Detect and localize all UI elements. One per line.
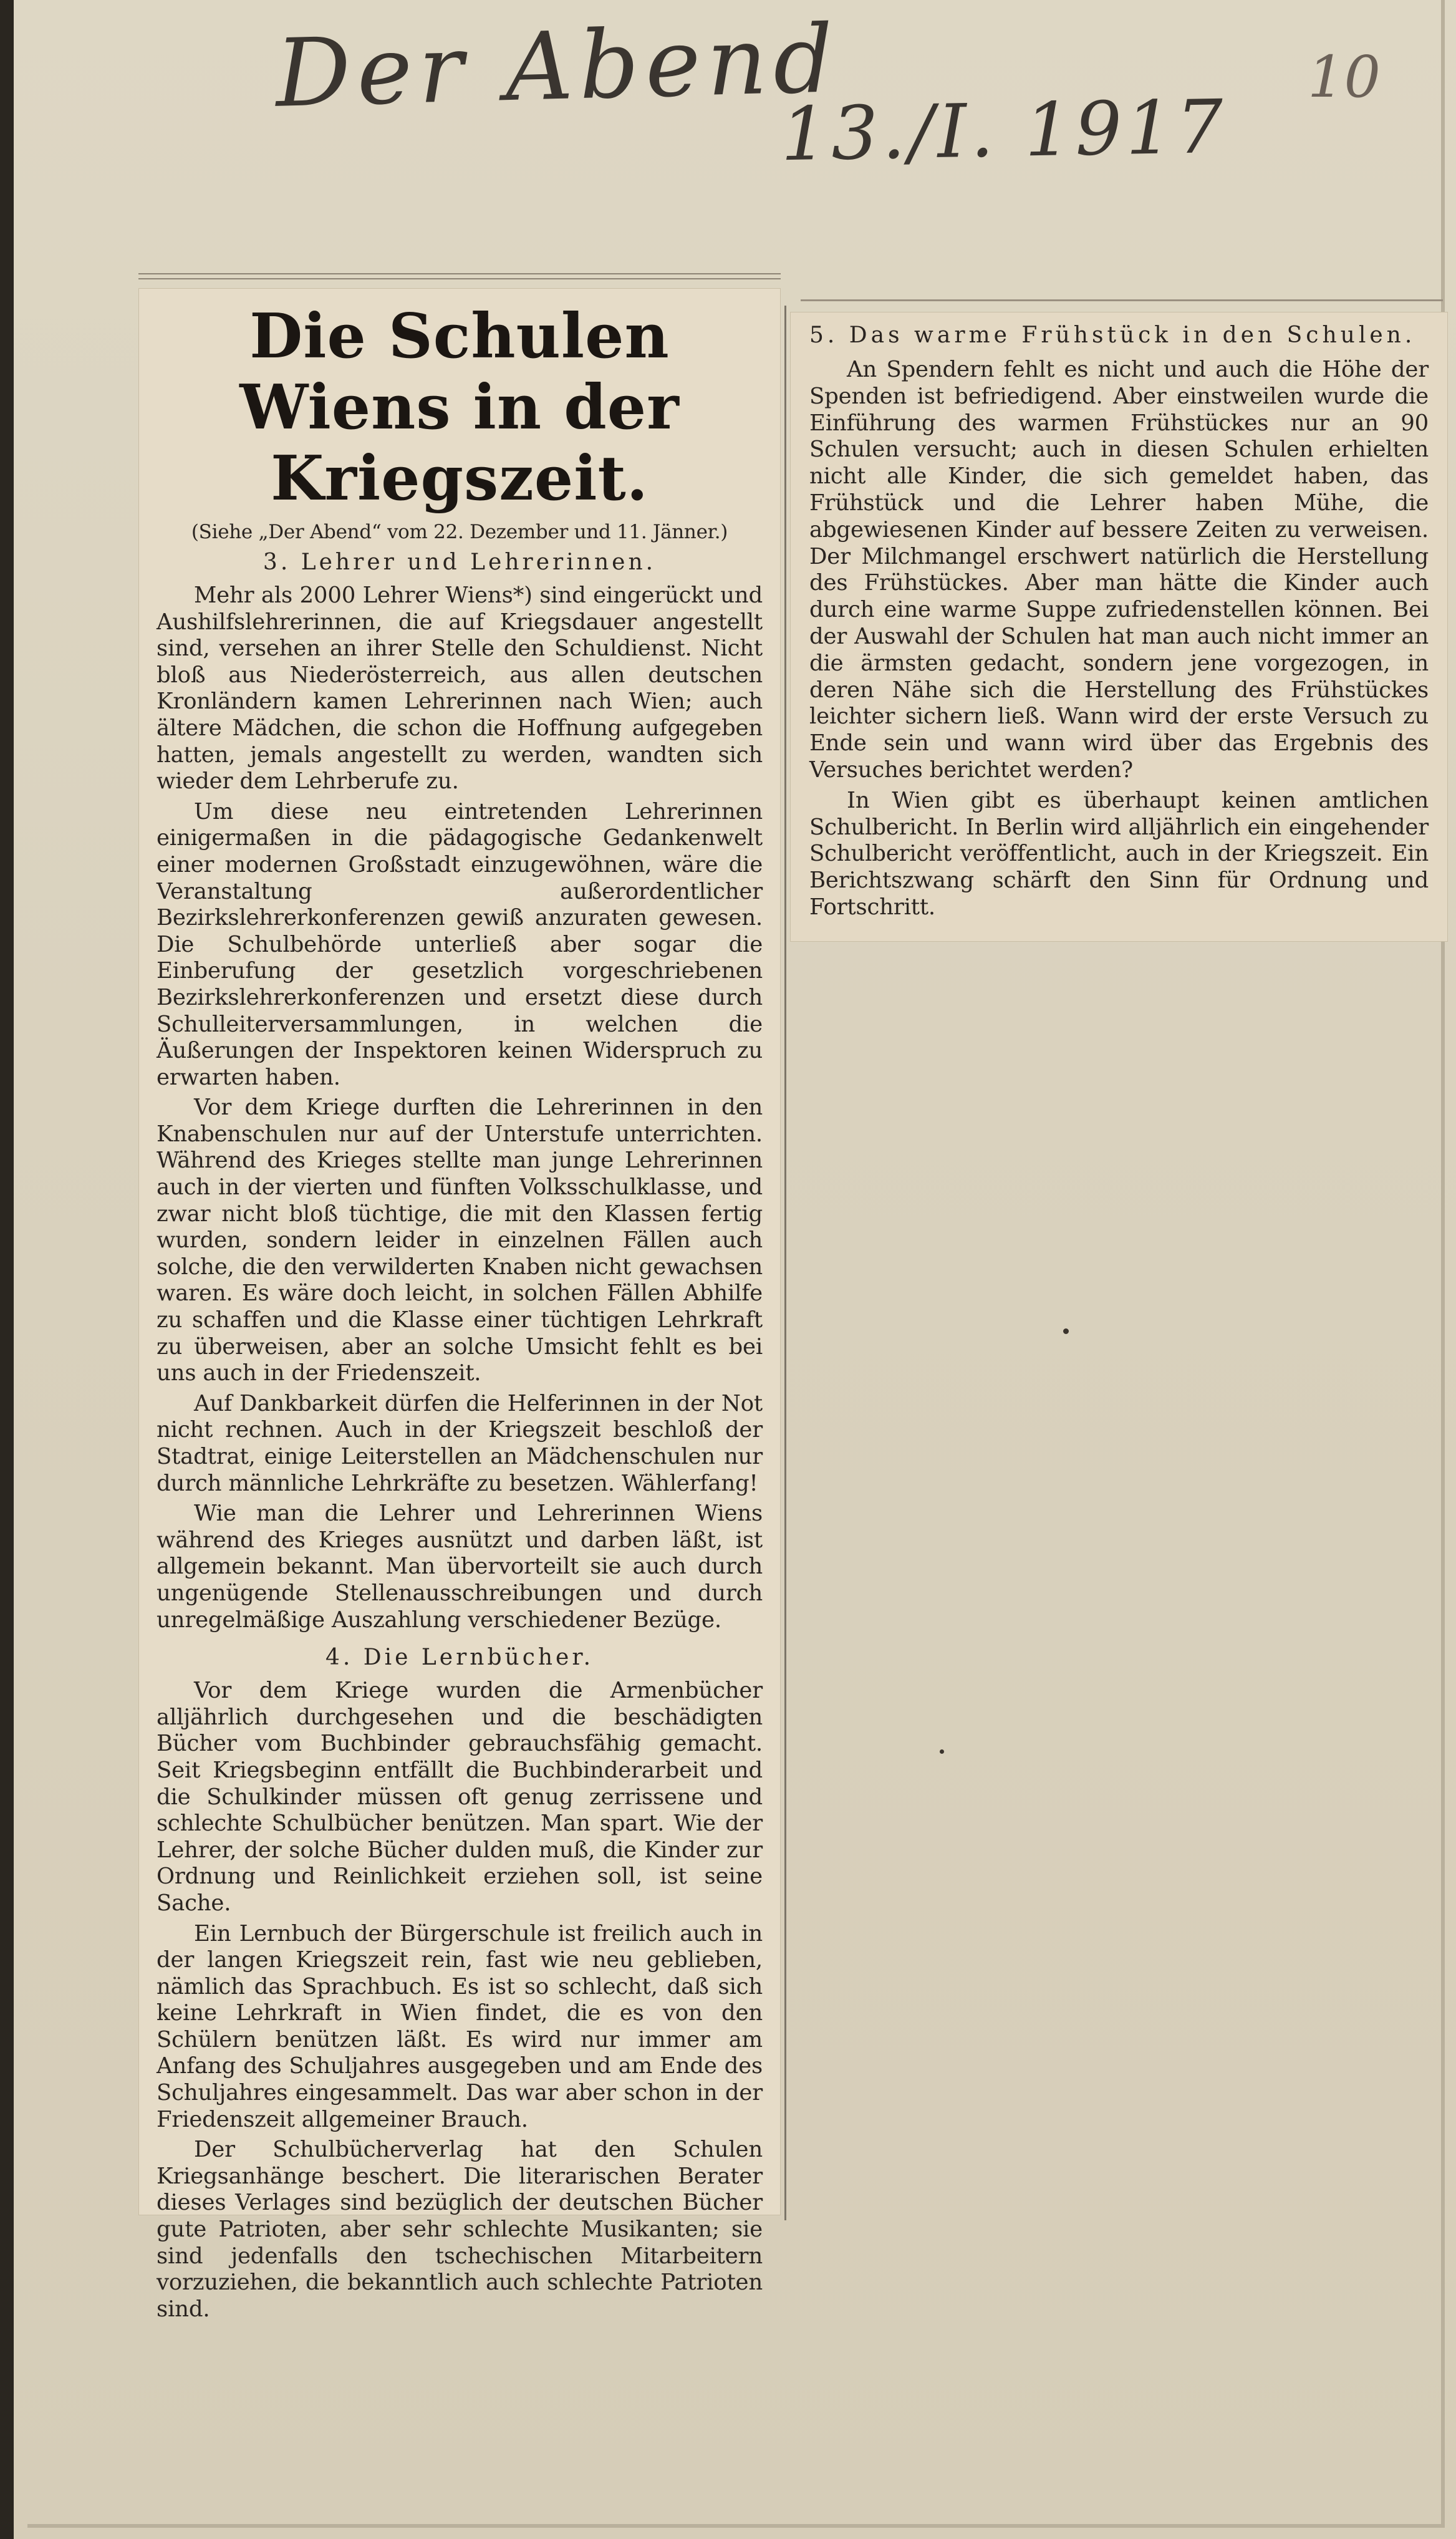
handwritten-publication: Der Abend [274,5,841,128]
paragraph: Wie man die Lehrer und Lehrerinnen Wiens während des Krieges ausnützt und darben läßt, ist allgemein bekannt. Man übervorteilt sie auch durch ungenügende Stellenausschreibungen und durch unregelmäßige Auszahlung verschiedener Bezüge. [157,1501,763,1633]
paragraph: Ein Lernbuch der Bürgerschule ist freilich auch in der langen Kriegszeit rein, fast wie neu geblieben, nämlich das Sprachbuch. Es ist so schlecht, daß sich keine Lehrkraft in Wien findet, die es von den Schülern benützen läßt. Es wird nur immer am Anfang des Schuljahres ausgegeben und am Ende des Schuljahres eingesammelt. Das war aber schon in der Friedenszeit allgemeiner Brauch. [157,1920,763,2132]
paragraph: Um diese neu eintretenden Lehrerinnen einigermaßen in die pädagogische Gedankenwelt einer modernen Großstadt einzugewöhnen, wäre die Veranstaltung außerordentlicher Bezirkslehrerkonferenzen gewiß anzuraten gewesen. Die Schulbehörde unterließ aber sogar die Einberufung der gesetzlich vorgeschriebenen Bezirkslehrerkonferenzen und ersetzt diese durch Schulleiterversammlungen, in welchen die Äußerungen der Inspektoren keinen Widerspruch zu erwarten haben. [157,798,763,1090]
paragraph: In Wien gibt es überhaupt keinen amtlichen Schulbericht. In Berlin wird alljährlich ein eingehender Schulbericht veröffentlicht, auch in der Kriegszeit. Ein Berichtszwang schärft den Sinn für Ordnung und Fortschritt. [809,787,1429,920]
paragraph: Auf Dankbarkeit dürfen die Helferinnen in der Not nicht rechnen. Auch in der Kriegszeit beschloß der Stadtrat, einige Leiterstellen an Mädchenschulen nur durch männliche Lehrkräfte zu besetzen. Wählerfang! [157,1390,763,1496]
section-4-heading: 4. Die Lernbücher. [325,1645,594,1671]
paragraph: Vor dem Kriege durften die Lehrerinnen in den Knabenschulen nur auf der Unterstufe unterrichten. Während des Krieges stellte man junge Lehrerinnen auch in der vierten und fünften Volksschulklasse, und zwar nicht bloß tüchtige, die mit den Klassen fertig wurden, sondern leider in einzelnen Fällen auch solche, die den verwilderten Knaben nicht gewachsen waren. Es wäre doch leicht, in solchen Fällen Abhilfe zu schaffen und die Klasse einer tüchtigen Lehrkraft zu überweisen, aber an solche Umsicht fehlt es bei uns auch in der Friedenszeit. [157,1095,763,1386]
top-rule [138,273,781,279]
paragraph: Vor dem Kriege wurden die Armenbücher alljährlich durchgesehen und die beschädigten Bücher vom Buchbinder gebrauchsfähig gemacht. Seit Kriegsbeginn entfällt die Buchbinderarbeit und die Schulkinder müssen oft genug zerrissene und schlechte Schulbücher benützen. Man spart. Wie der Lehrer, der solche Bücher dulden muß, die Kinder zur Ordnung und Reinlichkeit erziehen soll, ist seine Sache. [157,1678,763,1916]
paragraph: Der Schulbücherverlag hat den Schulen Kriegsanhänge beschert. Die literarischen Berater dieses Verlages sind bezüglich der deutschen Bücher gute Patrioten, aber sehr schlechte Musikanten; sie sind jedenfalls den tschechischen Mitarbeitern vorzuziehen, die bekanntlich auch schlechte Patrioten sind. [157,2137,763,2322]
paragraph: Mehr als 2000 Lehrer Wiens*) sind eingerückt und Aushilfslehrerinnen, die auf Kriegsdauer angestellt sind, versehen an ihrer Stelle den Schuldienst. Nicht bloß aus Niederösterreich, aus allen deutschen Kronländern kamen Lehrerinnen nach Wien; auch ältere Mädchen, die schon die Hoffnung aufgegeben hatten, jemals angestellt zu werden, wandten sich wieder dem Lehrberufe zu. [157,583,763,795]
section-3-heading: 3. Lehrer und Lehrerinnen. [263,549,657,575]
article-headline: Die Schulen Wiens in der Kriegszeit. [239,301,680,515]
handwritten-page-number: 10 [1308,44,1381,110]
handwritten-date: 13./I. 1917 [779,83,1228,178]
ink-dot [1063,1328,1069,1334]
paragraph: An Spendern fehlt es nicht und auch die Höhe der Spenden ist befriedigend. Aber einstweilen wurde die Einführung des warmen Frühstückes nur an 90 Schulen versucht; auch in diesen Schulen erhielten nicht alle Kinder, die sich gemeldet haben, das Frühstück und die Lehrer haben Mühe, die abgewiesenen Kinder auf bessere Zeiten zu verweisen. Der Milchmangel erschwert natürlich die Herstellung des Frühstückes. Aber man hätte die Kinder auch durch eine warme Suppe zufriedenstellen können. Bei der Auswahl der Schulen hat man auch nicht immer an die ärmsten gedacht, sondern jene vorgezogen, in deren Nähe sich die Herstellung des Frühstückes leichter sichern ließ. Wann wird der erste Versuch zu Ende sein und wann wird über das Ergebnis des Versuches berichtet werden? [809,357,1429,783]
column-rule [784,306,786,2220]
reference-line: (Siehe „Der Abend“ vom 22. Dezember und 11. Jänner.) [191,521,728,543]
clipping-right-column [790,312,1448,942]
section-5-heading: 5. Das warme Frühstück in den Schulen. [809,322,1416,348]
ink-dot [940,1749,944,1754]
right-top-rule [801,299,1443,301]
clipping-left-column [138,288,781,2322]
